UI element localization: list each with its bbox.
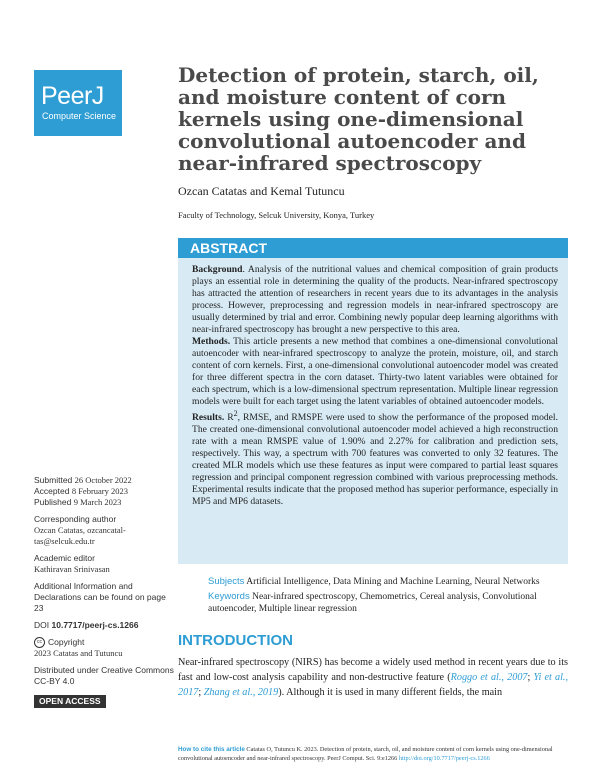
citation-yi[interactable]: Yi et al., 2017: [178, 672, 568, 698]
results-r: R: [224, 412, 234, 424]
copyright: [34, 637, 174, 659]
introduction-heading: INTRODUCTION: [178, 632, 293, 649]
article-title: Detection of protein, starch, oil, and moisture content of corn kernels using one-dimensional convolutional autoencoder and near-infrared spectroscopy: [178, 63, 539, 175]
corresponding-label: Corresponding author: [34, 514, 117, 524]
doi: [34, 620, 174, 631]
keywords-text: Near-infrared spectroscopy, Chemometrics, Cereal analysis, Convolutional autoencoder, Multiple linear regression: [208, 592, 537, 614]
open-access-badge: OPEN ACCESS: [34, 695, 106, 708]
citation-roggo[interactable]: Roggo et al., 2007: [450, 672, 528, 683]
corresponding-name: Ozcan Catatas, ozcancatal-: [34, 525, 126, 535]
doi-link[interactable]: 10.7717/peerj-cs.1266: [51, 620, 139, 630]
editor-label: Academic editor: [34, 553, 95, 563]
background-label: Background: [192, 264, 243, 275]
results-sup: 2: [233, 409, 238, 418]
keywords: [208, 591, 578, 615]
copyright-holders: 2023 Catatas and Tutuncu: [34, 648, 123, 659]
cite-label: How to cite this article: [178, 746, 245, 753]
academic-editor: [34, 553, 174, 575]
methods-text: This article presents a new method that combines a one-dimensional convolutional autoencoder with near-infrared spectroscopy to analyze the protein, moisture, oil, and starch content of corn kernels. First, a one-dimensional convolutional autoencoder model was created for three different spectra in the corn dataset. Thirty-two latent variables were obtained for each spectrum, which is a low-dimensional spectrum representation. Multiple linear regression models were built for each target using the latent variables of obtained autoencoder models.: [192, 336, 558, 407]
intro-sep-1: ;: [527, 672, 534, 683]
additional-info: Additional Information and Declarations can be found on page 23: [34, 581, 166, 613]
intro-sep-2: ;: [198, 687, 204, 698]
cite-doi-link[interactable]: http://doi.org/10.7717/peerj-cs.1266: [398, 755, 490, 762]
submitted-label: Submitted: [34, 475, 73, 485]
authors: Ozcan Catatas and Kemal Tutuncu: [178, 184, 345, 198]
abstract-heading: ABSTRACT: [178, 238, 568, 258]
affiliation: Faculty of Technology, Selcuk University, Konya, Turkey: [178, 210, 375, 220]
accepted-date: 8 February 2023: [71, 486, 129, 496]
doi-label: DOI: [34, 620, 50, 630]
citation-footer: [178, 745, 570, 763]
submitted-date: 26 October 2022: [74, 475, 132, 485]
keywords-label: Keywords: [208, 591, 250, 602]
copyright-label: Copyright: [48, 637, 85, 647]
abstract-body: [178, 258, 568, 564]
copyright-icon: cc: [34, 637, 45, 648]
background-text: . Analysis of the nutritional values and chemical composition of grain products plays an essential role in determining the quality of the products. Near-infrared spectroscopy has attracted the attention of researchers in recent years due to its advantages in the analysis process. However, preprocessing and regression models in near-infrared spectroscopy are usually determined by trial and error. Combining newly popular deep learning algorithms with near-infrared spectroscopy has brought a new perspective to this area.: [192, 264, 558, 335]
abstract-background: [192, 264, 558, 336]
published-label: Published: [34, 497, 72, 507]
published-date: 9 March 2023: [73, 497, 122, 507]
intro-text-1: Near-infrared spectroscopy (NIRS) has become a widely used method in recent years due to its fast and low-cost analysis capability and non-destructive feature (: [178, 657, 568, 683]
subjects-label: Subjects: [208, 576, 245, 587]
corresponding-email[interactable]: tas@selcuk.edu.tr: [34, 536, 95, 546]
methods-label: Methods.: [192, 336, 231, 347]
cite-text: Catatas O, Tutuncu K. 2023. Detection of protein, starch, oil, and moisture content of corn kernels using one-dimensional convolutional autoencoder and near-infrared spectroscopy. PeerJ Comput. Sci. 9:e1266: [178, 746, 553, 762]
peerj-logo: [34, 70, 122, 136]
results-text: , RMSE, and RMSPE were used to show the performance of the proposed model. The created one-dimensional convolutional autoencoder model achieved a high reconstruction rate with a mean RMSPE value of 1.90% and 2.27% for calibration and prediction sets, respectively. This way, a spectrum with 700 features was converted to only 32 features. The created MLR models which use these features as input were compared to partial least squares regression and principal component regression combined with various preprocessing methods. Experimental results indicate that the proposed method has superior performance, especially in MP5 and MP6 datasets.: [192, 412, 558, 508]
subjects-text: Artificial Intelligence, Data Mining and Machine Learning, Neural Networks: [244, 577, 540, 587]
results-label: Results.: [192, 412, 225, 424]
corresponding-author: [34, 514, 174, 547]
subjects: [208, 576, 578, 588]
logo-brand: PeerJ: [41, 82, 104, 110]
introduction-text: [178, 655, 568, 700]
dates: [34, 475, 174, 508]
editor-name: Kathiravan Srinivasan: [34, 564, 110, 574]
license: Distributed under Creative Commons CC-BY 4.0: [34, 665, 174, 687]
accepted-label: Accepted: [34, 486, 70, 496]
abstract-results: [192, 408, 558, 508]
article-sidebar: [34, 475, 174, 708]
citation-zhang[interactable]: Zhang et al., 2019: [203, 687, 279, 698]
logo-subtitle: Computer Science: [42, 111, 117, 121]
abstract-methods: [192, 336, 558, 408]
intro-text-2: ). Although it is used in many different fields, the main: [278, 687, 503, 698]
